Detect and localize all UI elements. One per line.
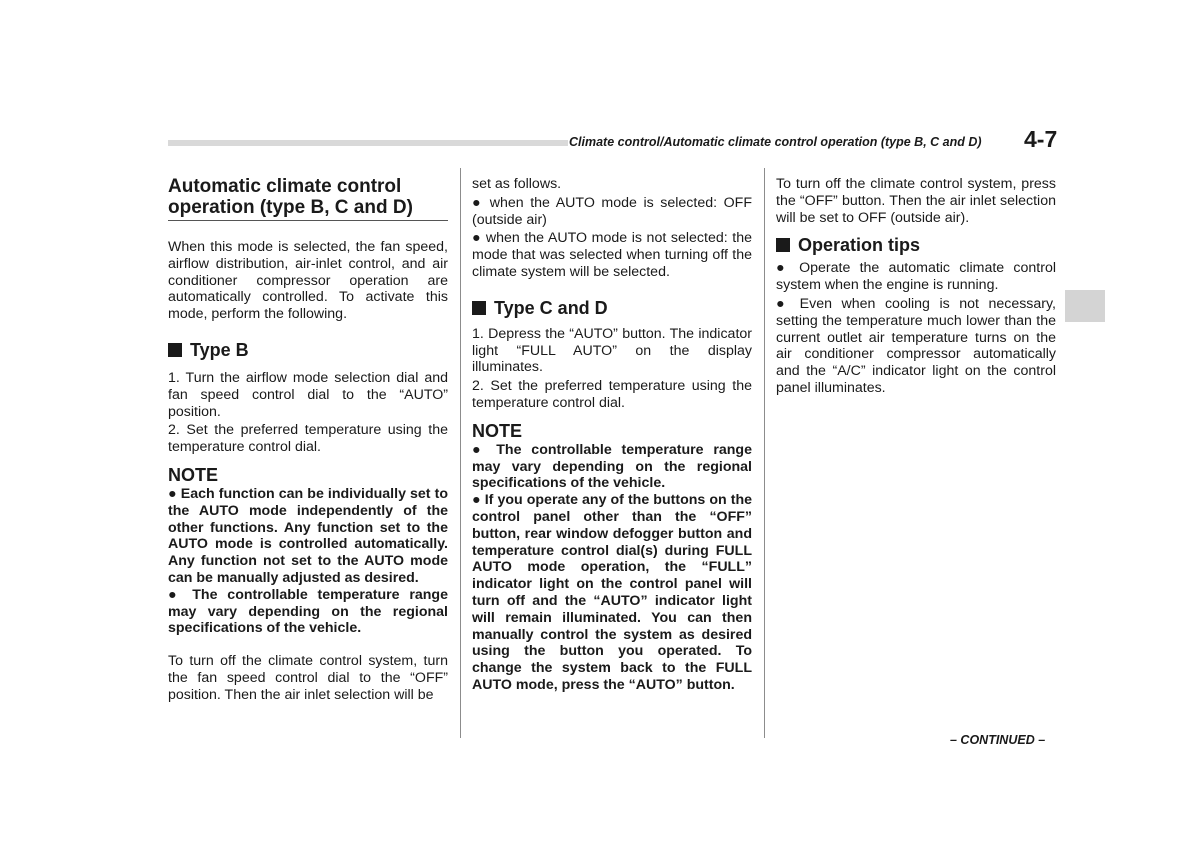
heading-underline [168, 220, 448, 221]
note-bullet-2: ● The controllable temperature range may vary depending on the regional specifications of the vehicle. [168, 586, 448, 637]
square-bullet-icon [776, 238, 790, 252]
note-bullet-1: ● Each function can be individually set to the AUTO mode independently of the other functions. Any function set to the AUTO mode is controlled automatically. Any function not set to the AUTO mode can be manually adjusted as desired. [168, 485, 448, 586]
header-rule [168, 140, 568, 146]
column-2 [472, 176, 752, 694]
note-heading: NOTE [168, 464, 219, 485]
tip-bullet-1: ● Operate the automatic climate control system when the engine is running. [776, 260, 1056, 294]
continued-footer: – CONTINUED – [950, 733, 1046, 747]
tip-bullet-2: ● Even when cooling is not necessary, setting the temperature much lower than the current outlet air temperature turns on the air conditioner compressor automatically and the “A/C” indicator light on the control panel illuminates. [776, 295, 1056, 396]
step-1: 1. Turn the airflow mode selection dial and fan speed control dial to the “AUTO” position. [168, 369, 448, 420]
step-2: 2. Set the preferred temperature using the temperature control dial. [472, 378, 752, 411]
turn-off-paragraph: To turn off the climate control system, turn the fan speed control dial to the “OFF” position. Then the air inlet selection will be [168, 653, 448, 703]
turn-off-paragraph: To turn off the climate control system, press the “OFF” button. Then the air inlet selection will be set to OFF (outside air). [776, 176, 1056, 226]
step-1: 1. Depress the “AUTO” button. The indicator light “FULL AUTO” on the display illuminates. [472, 325, 752, 376]
subheading-label: Type C and D [494, 297, 608, 318]
column-3 [776, 176, 1056, 397]
subheading-type-b [168, 339, 448, 361]
page-number: 4-7 [1024, 126, 1058, 152]
note-bullet-2: ● If you operate any of the buttons on the control panel other than the “OFF” button, rear window defogger button and temperature control dial(s) during FULL AUTO mode operation, the “FULL” indicator light on the control panel will turn off and the “AUTO” indicator light will remain illuminated. You can then manually control the system as desired using the button you operated. To change the system back to the FULL AUTO mode, press the “AUTO” button. [472, 492, 752, 693]
square-bullet-icon [472, 301, 486, 315]
square-bullet-icon [168, 343, 182, 357]
step-2: 2. Set the preferred temperature using the temperature control dial. [168, 422, 448, 456]
subheading-label: Operation tips [798, 235, 921, 256]
subheading-label: Type B [190, 339, 249, 360]
running-header: Climate control/Automatic climate control operation (type B, C and D) [569, 135, 982, 149]
subheading-operation-tips [776, 234, 1056, 256]
section-heading: Automatic climate control operation (type B, C and D) [168, 176, 413, 218]
mode-bullet-2: ● when the AUTO mode is not selected: the mode that was selected when turning off the climate system will be selected. [472, 230, 752, 280]
note-heading: NOTE [472, 420, 523, 441]
subheading-type-cd [472, 297, 752, 319]
mode-bullet-1: ● when the AUTO mode is selected: OFF (outside air) [472, 194, 752, 228]
column-1 [168, 176, 448, 704]
intro-paragraph: When this mode is selected, the fan speed, airflow distribution, air-inlet control, and air conditioner compressor operation are automatically controlled. To activate this mode, perform the following. [168, 239, 448, 323]
continued-text: set as follows. [472, 176, 562, 192]
chapter-tab [1065, 290, 1105, 322]
column-divider-1 [460, 168, 461, 738]
note-bullet-1: ● The controllable temperature range may vary depending on the regional specifications of the vehicle. [472, 441, 752, 492]
column-divider-2 [764, 168, 765, 738]
